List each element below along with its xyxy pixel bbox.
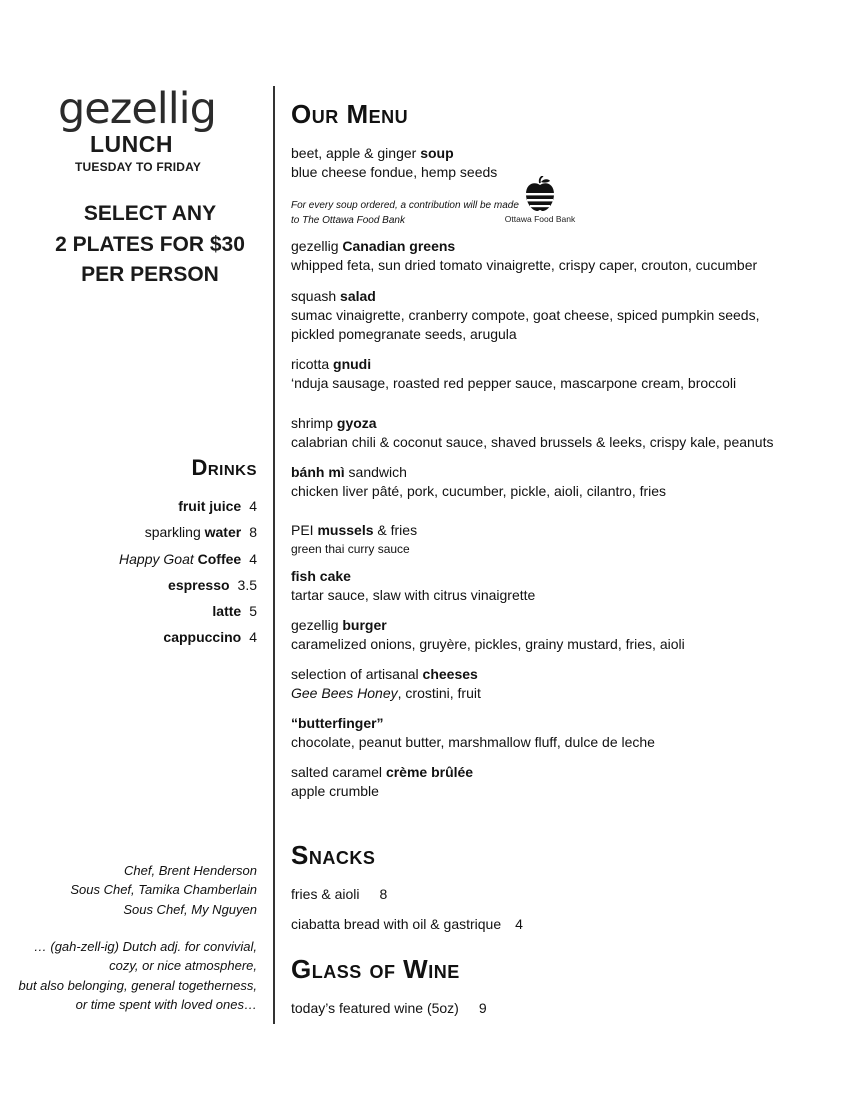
menu-heading: Our Menu [291, 99, 409, 129]
menu-item-burger: gezellig burger caramelized onions, gruyère, pickles, grainy mustard, fries, aioli [291, 617, 685, 652]
drink-item: cappuccino 4 [163, 629, 257, 646]
brand-logo: gezellig [58, 84, 216, 134]
drinks-list [119, 493, 257, 651]
menu-item-greens: gezellig Canadian greens whipped feta, sun dried tomato vinaigrette, crispy caper, crouton, cucumber [291, 238, 758, 273]
wine-heading: Glass of Wine [291, 954, 460, 984]
days-subheading: TUESDAY TO FRIDAY [75, 160, 202, 174]
drink-item: latte 5 [212, 603, 257, 620]
food-bank-logo [500, 176, 580, 224]
gezellig-definition [18, 937, 257, 1014]
staff-line: Sous Chef, My Nguyen [123, 901, 257, 917]
definition-line: or time spent with loved ones… [75, 996, 257, 1012]
menu-item-gyoza: shrimp gyoza calabrian chili & coconut sauce, shaved brussels & leeks, crispy kale, peanuts [291, 415, 774, 450]
menu-item-butterfinger: “butterfinger” chocolate, peanut butter, marshmallow fluff, dulce de leche [291, 715, 655, 750]
food-bank-note: For every soup ordered, a contribution will be made to The Ottawa Food Bank [291, 200, 519, 226]
drink-item: Happy Goat Coffee 4 [119, 550, 257, 567]
staff-line: Sous Chef, Tamika Chamberlain [70, 882, 257, 898]
drink-item: sparkling water 8 [144, 524, 257, 541]
drink-item: fruit juice 4 [178, 498, 257, 514]
menu-item-banh-mi: bánh mì sandwich chicken liver pâté, pork, cucumber, pickle, aioli, cilantro, fries [291, 464, 667, 499]
apple-icon [523, 176, 557, 212]
food-bank-label: Ottawa Food Bank [504, 214, 576, 224]
offer-line: PER PERSON [81, 263, 219, 286]
snack-item: ciabatta bread with oil & gastrique 4 [291, 916, 523, 932]
staff-credits [70, 861, 257, 919]
menu-item-creme-brulee: salted caramel crème brûlée apple crumble [291, 764, 474, 799]
drinks-heading: Drinks [191, 455, 257, 480]
menu-item-gnudi: ricotta gnudi ‘nduja sausage, roasted red pepper sauce, mascarpone cream, broccoli [291, 356, 737, 391]
menu-item-salad: squash salad sumac vinaigrette, cranberry compote, goat cheese, spiced pumpkin seeds, pickled pomegranate seeds, arugula [291, 288, 760, 342]
definition-line: but also belonging, general togetherness, [18, 977, 257, 993]
menu-item-fish-cake: fish cake tartar sauce, slaw with citrus vinaigrette [291, 568, 536, 603]
menu-item-mussels: PEI mussels & fries green thai curry sauce [291, 522, 418, 556]
lunch-heading: LUNCH [90, 131, 173, 157]
drink-item: espresso 3.5 [168, 576, 257, 593]
menu-item-soup: beet, apple & ginger soup blue cheese fondue, hemp seeds [291, 145, 498, 180]
definition-line: cozy, or nice atmosphere, [109, 958, 257, 974]
staff-line: Chef, Brent Henderson [124, 863, 257, 878]
plates-offer [10, 199, 290, 291]
left-column [0, 0, 273, 1100]
snacks-heading: Snacks [291, 840, 376, 870]
definition-line: … (gah-zell-ig) Dutch adj. for convivial, [33, 939, 257, 954]
wine-item: today’s featured wine (5oz) 9 [291, 1000, 487, 1016]
menu-item-cheeses: selection of artisanal cheeses Gee Bees Honey, crostini, fruit [291, 666, 481, 701]
snack-item: fries & aioli 8 [291, 886, 388, 902]
offer-line: 2 PLATES FOR $30 [55, 232, 245, 256]
offer-line: SELECT ANY [83, 202, 217, 225]
